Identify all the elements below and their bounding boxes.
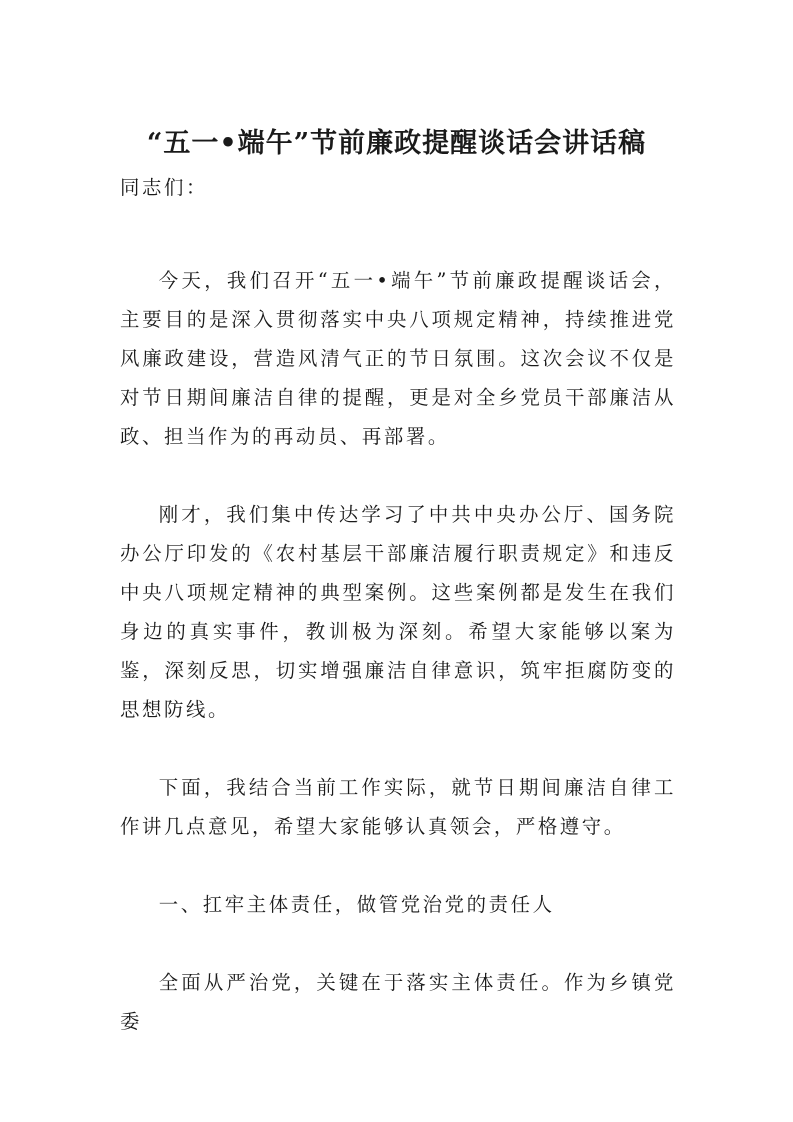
paragraph-spacer <box>120 924 676 963</box>
paragraph-spacer <box>120 456 676 495</box>
document-body <box>120 168 676 1041</box>
salutation: 同志们： <box>120 176 208 199</box>
document-title: “五一•端午”节前廉政提醒谈话会讲话稿 <box>146 128 647 159</box>
section-heading-1: 一、扛牢主体责任，做管党治党的责任人 <box>158 893 555 916</box>
paragraph-opening: 今天，我们召开“五一•端午”节前廉政提醒谈话会，主要目的是深入贯彻落实中央八项规定精神，持续推进党风廉政建设，营造风清气正的节日氛围。这次会议不仅是对节日期间廉洁自律的提醒，更是对全乡党员干部廉洁从政、担当作为的再动员、再部署。 <box>120 269 676 448</box>
paragraph-intro-points: 下面，我结合当前工作实际，就节日期间廉洁自律工作讲几点意见，希望大家能够认真领会，严格遵守。 <box>120 776 676 838</box>
paragraph-spacer <box>120 846 676 885</box>
paragraph-spacer <box>120 729 676 768</box>
paragraph-spacer <box>120 207 676 261</box>
paragraph-case-study: 刚才，我们集中传达学习了中共中央办公厅、国务院办公厅印发的《农村基层干部廉洁履行职责规定》和违反中央八项规定精神的典型案例。这些案例都是发生在我们身边的真实事件，教训极为深刻。希望大家能够以案为鉴，深刻反思，切实增强廉洁自律意识，筑牢拒腐防变的思想防线。 <box>120 503 676 721</box>
section-1-paragraph: 全面从严治党，关键在于落实主体责任。作为乡镇党委 <box>120 971 676 1033</box>
